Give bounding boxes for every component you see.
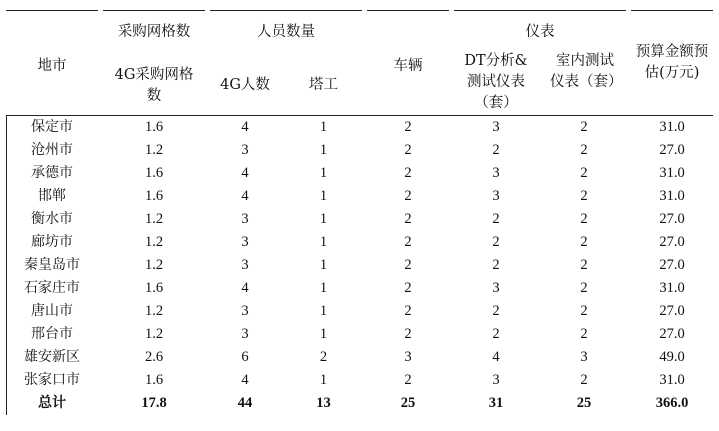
- column-header-grid-4g: 4G采购网格数: [114, 67, 194, 104]
- column-header-staff-4g: 4G人数: [220, 77, 270, 93]
- cell-city: 石家庄市: [24, 280, 80, 296]
- top-rule: [210, 10, 362, 11]
- cell-vehicle: 25: [400, 395, 416, 411]
- cell-vehicle: 2: [404, 234, 412, 250]
- cell-budget: 31.0: [659, 280, 685, 296]
- cell-dt: 2: [492, 303, 500, 319]
- cell-city: 张家口市: [24, 372, 80, 388]
- column-header-budget: 预算金额预估(万元): [635, 44, 709, 81]
- cell-staff-4g: 4: [241, 188, 249, 204]
- cell-indoor: 2: [580, 257, 588, 273]
- cell-tower: 2: [319, 349, 328, 365]
- cell-dt: 2: [492, 326, 500, 342]
- cell-staff-4g: 4: [241, 372, 249, 388]
- cell-grid-4g: 1.2: [144, 142, 164, 158]
- cell-vehicle: 2: [404, 211, 412, 227]
- cell-indoor: 2: [580, 211, 588, 227]
- cell-dt: 4: [492, 349, 500, 365]
- cell-vehicle: 2: [404, 372, 412, 388]
- cell-budget: 27.0: [659, 257, 685, 273]
- cell-indoor: 2: [580, 119, 588, 135]
- cell-grid-4g: 1.6: [144, 280, 164, 296]
- group-header-procurement: 采购网格数: [117, 24, 191, 40]
- cell-vehicle: 2: [404, 188, 412, 204]
- header-rule: [6, 115, 713, 116]
- cell-budget: 27.0: [659, 303, 685, 319]
- cell-staff-4g: 6: [241, 349, 249, 365]
- cell-indoor: 2: [580, 280, 588, 296]
- cell-tower: 1: [319, 257, 328, 273]
- cell-dt: 31: [488, 395, 504, 411]
- cell-dt: 3: [492, 372, 500, 388]
- cell-tower: 13: [316, 395, 331, 411]
- cell-tower: 1: [319, 119, 328, 135]
- cell-vehicle: 2: [404, 165, 412, 181]
- cell-indoor: 2: [580, 372, 588, 388]
- cell-grid-4g: 2.6: [144, 349, 164, 365]
- cell-staff-4g: 4: [241, 165, 249, 181]
- column-header-city: 地市: [37, 58, 67, 74]
- cell-indoor: 2: [580, 165, 588, 181]
- cell-grid-4g: 1.6: [144, 165, 164, 181]
- cell-tower: 1: [319, 234, 328, 250]
- cell-indoor: 2: [580, 142, 588, 158]
- cell-city: 廊坊市: [31, 234, 73, 250]
- cell-indoor: 2: [580, 303, 588, 319]
- cell-grid-4g: 1.2: [144, 303, 164, 319]
- cell-indoor: 3: [580, 349, 588, 365]
- cell-budget: 31.0: [659, 119, 685, 135]
- cell-vehicle: 2: [404, 257, 412, 273]
- column-header-indoor: 室内测试仪表（套）: [550, 53, 623, 90]
- cell-city: 秦皇岛市: [24, 257, 80, 273]
- top-rule: [103, 10, 205, 11]
- cell-tower: 1: [319, 165, 328, 181]
- cell-dt: 2: [492, 211, 500, 227]
- cell-staff-4g: 3: [241, 257, 249, 273]
- top-rule: [454, 10, 626, 11]
- cell-budget: 27.0: [659, 234, 685, 250]
- column-header-dt: DT分析&测试仪表（套）: [464, 53, 528, 111]
- group-header-staff: 人员数量: [257, 24, 315, 40]
- cell-indoor: 25: [576, 395, 592, 411]
- cell-budget: 31.0: [659, 165, 685, 181]
- top-rule: [631, 10, 713, 11]
- cell-tower: 1: [319, 372, 328, 388]
- cell-city: 沧州市: [31, 142, 73, 158]
- cell-grid-4g: 1.2: [144, 257, 164, 273]
- cell-vehicle: 3: [404, 349, 412, 365]
- cell-indoor: 2: [580, 234, 588, 250]
- cell-tower: 1: [319, 188, 328, 204]
- cell-city: 邯郸: [38, 188, 66, 204]
- cell-city: 邢台市: [31, 326, 73, 342]
- cell-grid-4g: 1.2: [144, 234, 164, 250]
- cell-staff-4g: 3: [241, 303, 249, 319]
- cell-grid-4g: 1.6: [144, 372, 164, 388]
- cell-budget: 31.0: [659, 372, 685, 388]
- cell-budget: 27.0: [659, 326, 685, 342]
- cell-indoor: 2: [580, 188, 588, 204]
- cell-dt: 2: [492, 234, 500, 250]
- top-rule: [367, 10, 449, 11]
- cell-dt: 2: [492, 142, 500, 158]
- cell-tower: 1: [319, 211, 328, 227]
- cell-staff-4g: 3: [241, 326, 249, 342]
- column-header-tower: 塔工: [309, 77, 338, 93]
- cell-dt: 2: [492, 257, 500, 273]
- cell-vehicle: 2: [404, 280, 412, 296]
- cell-city: 承德市: [31, 165, 73, 181]
- cell-vehicle: 2: [404, 326, 412, 342]
- cell-city: 雄安新区: [24, 349, 80, 365]
- cell-city: 总计: [38, 395, 66, 411]
- cell-city: 衡水市: [31, 211, 73, 227]
- cell-grid-4g: 1.6: [144, 188, 164, 204]
- cell-vehicle: 2: [404, 303, 412, 319]
- cell-dt: 3: [492, 165, 500, 181]
- cell-dt: 3: [492, 280, 500, 296]
- cell-tower: 1: [319, 303, 328, 319]
- cell-staff-4g: 4: [241, 280, 249, 296]
- cell-indoor: 2: [580, 326, 588, 342]
- cell-city: 保定市: [31, 119, 73, 135]
- cell-budget: 31.0: [659, 188, 685, 204]
- cell-vehicle: 2: [404, 119, 412, 135]
- cell-staff-4g: 44: [237, 395, 253, 411]
- cell-tower: 1: [319, 280, 328, 296]
- cell-grid-4g: 17.8: [141, 395, 167, 411]
- cell-tower: 1: [319, 142, 328, 158]
- cell-grid-4g: 1.6: [144, 119, 164, 135]
- cell-budget: 27.0: [659, 142, 685, 158]
- cell-staff-4g: 3: [241, 234, 249, 250]
- cell-grid-4g: 1.2: [144, 326, 164, 342]
- group-header-instruments: 仪表: [525, 24, 555, 40]
- cell-dt: 3: [492, 119, 500, 135]
- cell-staff-4g: 3: [241, 142, 249, 158]
- cell-dt: 3: [492, 188, 500, 204]
- cell-vehicle: 2: [404, 142, 412, 158]
- top-rule: [6, 10, 98, 11]
- cell-staff-4g: 4: [241, 119, 249, 135]
- cell-staff-4g: 3: [241, 211, 249, 227]
- cell-budget: 49.0: [659, 349, 685, 365]
- cell-city: 唐山市: [31, 303, 73, 319]
- column-header-vehicle: 车辆: [393, 58, 423, 74]
- cell-budget: 366.0: [655, 395, 689, 411]
- cell-grid-4g: 1.2: [144, 211, 164, 227]
- cell-tower: 1: [319, 326, 328, 342]
- cell-budget: 27.0: [659, 211, 685, 227]
